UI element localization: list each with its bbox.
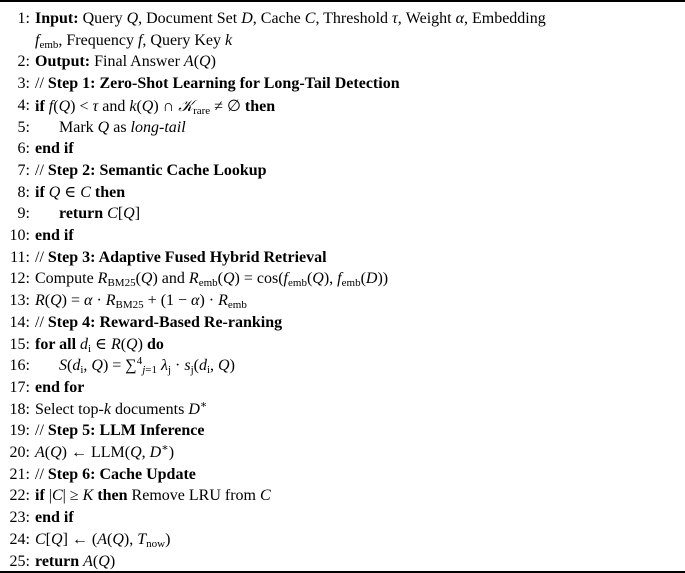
line-content: C[Q] ← (A(Q), $T_{now}$) bbox=[35, 530, 171, 550]
line-content: return A(Q) bbox=[35, 552, 116, 570]
algorithm-line bbox=[0, 51, 681, 73]
algorithm-line bbox=[0, 225, 681, 247]
algorithm-line bbox=[0, 334, 681, 356]
line-content: // Step 5: LLM Inference bbox=[35, 422, 205, 440]
line-number: 3: bbox=[17, 75, 30, 93]
line-content: Input: Query Q, Document Set D, Cache C, Threshold τ, Weight α, Embedding bbox=[35, 10, 546, 27]
algorithm-line bbox=[0, 95, 681, 117]
line-number: 10: bbox=[9, 227, 30, 244]
line-content: for all $d_i$ ∈ R(Q) do bbox=[35, 335, 164, 355]
line-content: return C[Q] bbox=[59, 205, 141, 223]
algorithm-line bbox=[0, 529, 681, 551]
line-number: 13: bbox=[9, 292, 30, 310]
algorithm-line bbox=[0, 30, 681, 52]
line-number: 20: bbox=[9, 444, 30, 461]
algorithm-line bbox=[0, 290, 681, 312]
line-content: // Step 2: Semantic Cache Lookup bbox=[35, 161, 267, 179]
algorithm-line bbox=[0, 268, 681, 290]
algorithm-line bbox=[0, 160, 681, 182]
line-content: $S(d_i$, Q) = ∑$^4_{j=1}$ $\lambda_j \cdot s_j(d_i$, Q) bbox=[59, 355, 235, 377]
algorithm-line bbox=[0, 312, 681, 334]
algorithm-line bbox=[0, 551, 681, 573]
line-number: 14: bbox=[9, 313, 30, 331]
line-number: 23: bbox=[9, 509, 30, 527]
line-content: $R(Q) = \alpha \cdot R_{BM25} + (1 - \alpha) \cdot R_{emb}$ bbox=[35, 292, 247, 312]
algorithm-line bbox=[0, 399, 681, 421]
line-content: if f(Q) < τ and k(Q) ∩ 𝒦$_{rare}$ ≠ ∅ then bbox=[35, 95, 276, 117]
algorithm-line bbox=[0, 247, 681, 269]
line-number: 11: bbox=[10, 248, 30, 266]
line-number: 7: bbox=[17, 161, 30, 179]
algorithm-line bbox=[0, 464, 681, 486]
line-content: A(Q) ← LLM(Q, D∗) bbox=[35, 442, 175, 461]
line-number: 4: bbox=[17, 96, 30, 114]
line-number: 19: bbox=[9, 422, 30, 440]
algorithm-line bbox=[0, 182, 681, 204]
algorithm-line bbox=[0, 203, 681, 225]
line-number: 18: bbox=[9, 400, 30, 418]
algorithm-line bbox=[0, 507, 681, 529]
algorithm-line bbox=[0, 73, 681, 95]
line-number: 5: bbox=[17, 118, 30, 136]
line-content: end if bbox=[35, 140, 74, 158]
algorithm-line bbox=[0, 377, 681, 399]
line-number: 25: bbox=[9, 552, 30, 570]
line-content: // Step 6: Cache Update bbox=[35, 465, 196, 483]
algorithm-line bbox=[0, 355, 681, 377]
algorithm-line bbox=[0, 117, 681, 139]
line-number: 2: bbox=[17, 53, 30, 71]
line-number: 8: bbox=[17, 183, 30, 201]
line-number: 21: bbox=[9, 465, 30, 483]
algorithm-line bbox=[0, 442, 681, 464]
line-content: end if bbox=[35, 227, 74, 244]
algorithm-line bbox=[0, 8, 681, 30]
line-number: 1: bbox=[17, 10, 30, 27]
line-number: 15: bbox=[9, 335, 30, 353]
algorithm-line bbox=[0, 420, 681, 442]
algorithm-line bbox=[0, 485, 681, 507]
line-number: 16: bbox=[9, 357, 30, 375]
line-number: 12: bbox=[9, 270, 30, 288]
line-number: 17: bbox=[9, 378, 30, 396]
line-content: if Q ∈ C then bbox=[35, 183, 126, 201]
line-content: // Step 3: Adaptive Fused Hybrid Retrieval bbox=[35, 248, 327, 266]
line-content: // Step 4: Reward-Based Re-ranking bbox=[35, 313, 283, 331]
line-content: end if bbox=[35, 509, 74, 527]
line-content: Compute $R_{BM25}(Q)$ and $R_{emb}(Q) = \cos(f_{emb}(Q)$, $f_{emb}(D)$) bbox=[35, 270, 389, 290]
line-number: 9: bbox=[17, 205, 30, 223]
line-content: Output: Final Answer A(Q) bbox=[35, 53, 216, 71]
line-content: Select top-k documents D∗ bbox=[35, 398, 208, 418]
line-content: if |C| ≥ K then Remove LRU from C bbox=[35, 487, 271, 505]
line-number: 22: bbox=[9, 487, 30, 505]
line-content: $f_{emb}$, Frequency f, Query Key k bbox=[35, 31, 233, 51]
line-content: end for bbox=[35, 378, 85, 396]
algorithm-line bbox=[0, 138, 681, 160]
line-number: 24: bbox=[9, 530, 30, 548]
line-content: Mark Q as long-tail bbox=[59, 118, 186, 136]
line-content: // Step 1: Zero-Shot Learning for Long-Tail Detection bbox=[35, 75, 400, 93]
line-number: 6: bbox=[17, 140, 30, 158]
